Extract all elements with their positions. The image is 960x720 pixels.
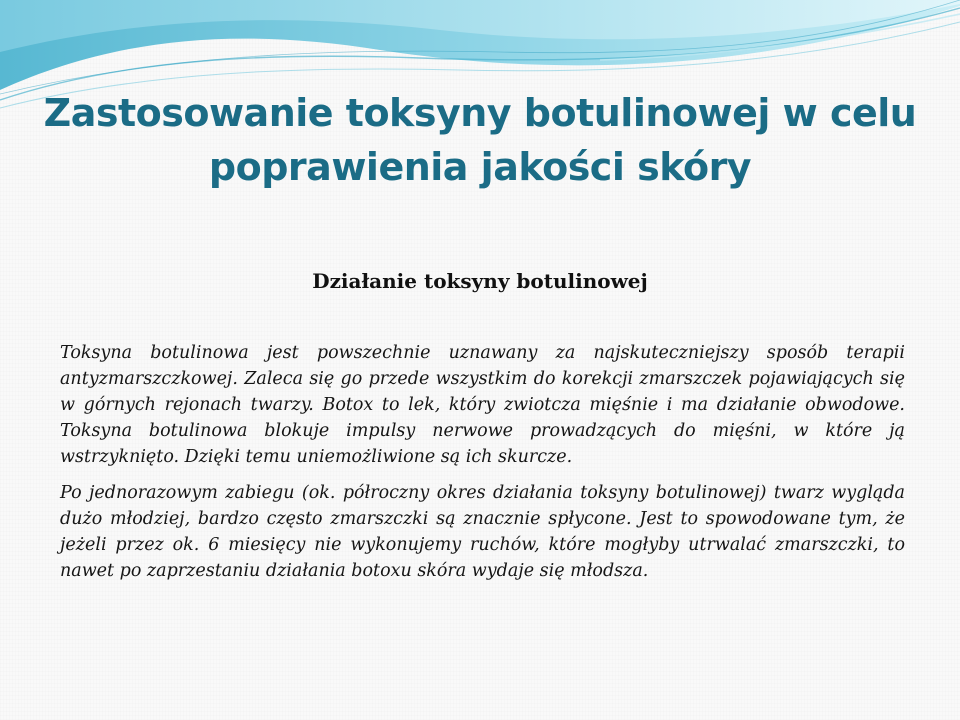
paragraph-2: Po jednorazowym zabiegu (ok. półroczny okres działania toksyny botulinowej) twarz wygląda dużo młodziej, bardzo często zmarszczki są znacznie spłycone. Jest to spowodowane tym, że jeżeli przez ok. 6 miesięcy nie wykonujemy ruchów, które mogłyby utrwalać zmarszczki, to nawet po zaprzestaniu działania botoxu skóra wydaje się młodsza. <box>60 483 905 581</box>
section-heading: Działanie toksyny botulinowej <box>312 269 648 293</box>
paragraph-1: Toksyna botulinowa jest powszechnie uznawany za najskuteczniejszy sposób terapii antyzmarszczkowej. Zaleca się go przede wszystkim do korekcji zmarszczek pojawiających się w górnych rejonach twarzy. Botox to lek, który zwiotcza mięśnie i ma działanie obwodowe. Toksyna botulinowa blokuje impulsy nerwowe prowadzących do mięśni, w które ją wstrzyknięto. Dzięki temu uniemożliwione są ich skurcze. <box>60 343 905 467</box>
body-text <box>60 340 905 594</box>
slide-title: Zastosowanie toksyny botulinowej w celu poprawienia jakości skóry <box>43 91 917 189</box>
